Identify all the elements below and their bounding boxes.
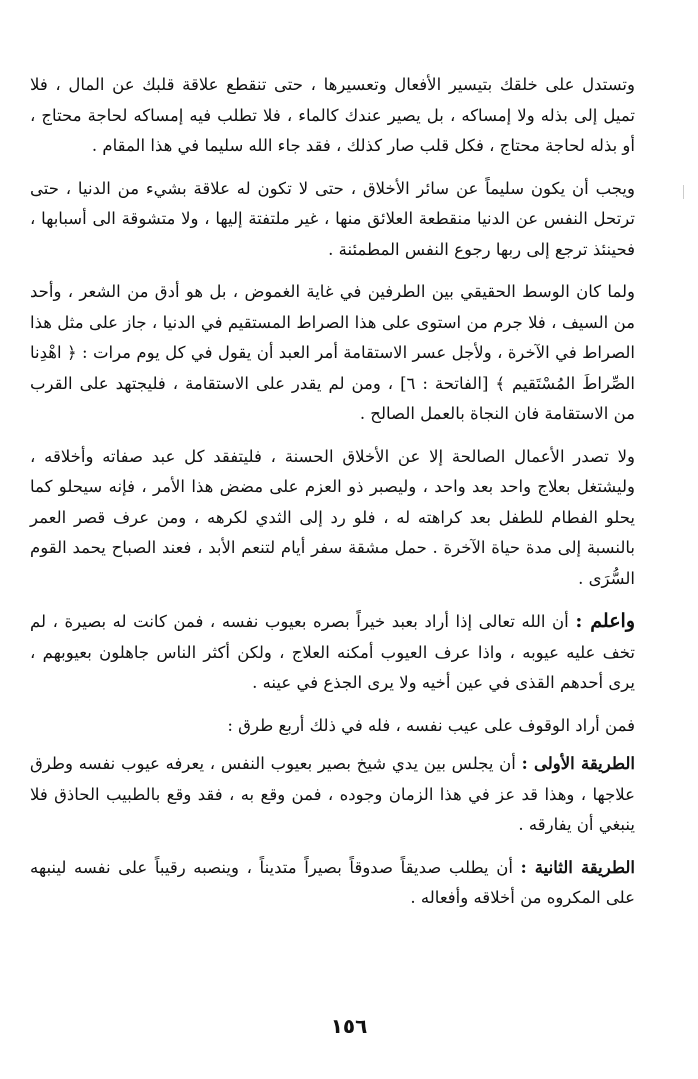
paragraph-1: [30, 70, 635, 162]
paragraph-5-lead: واعلم :: [575, 610, 636, 632]
paragraph-4-text: ولا تصدر الأعمال الصالحة إلا عن الأخلاق الحسنة ، فليتفقد كل عبد صفاته وأخلاقه ، وليشتغل بعلاج واحد بعد واحد ، وليصبر ذو العزم على مضض هذا الأمر ، فإنه سيحلو كما يحلو الفطام للطفل بعد كراهته له ، فلو رد إلى الثدي لكرهه ، ومن عرف قصر العمر بالنسبة إلى مدة حياة الآخرة . حمل مشقة سفر أيام لتنعم الأبد ، فعند الصباح يحمد القوم السُّرَى .: [30, 446, 635, 588]
paragraph-2: [30, 174, 635, 266]
page-number: ١٥٦: [330, 1014, 368, 1038]
paragraph-4: [30, 442, 635, 595]
paragraph-5: [30, 606, 635, 699]
paragraph-8-text: أن يطلب صديقاً صدوقاً بصيراً متديناً ، وينصبه رقيباً على نفسه لينبهه على المكروه من أخلاقه وأفعاله .: [30, 857, 635, 907]
paragraph-3: [30, 277, 635, 430]
paragraph-8-lead: الطريقة الثانية :: [520, 857, 635, 877]
paragraph-1-text: وتستدل على خلقك بتيسير الأفعال وتعسيرها ، حتى تنقطع علاقة قلبك عن المال ، فلا تميل إلى بذله ولا إمساكه ، بل يصير عندك كالماء ، فلا تطلب فيه إمساكه لحاجة محتاج ، أو بذله لحاجة محتاج ، فكل قلب صار كذلك ، فقد جاء الله سليما في هذا المقام .: [30, 75, 635, 155]
paragraph-7-text: أن يجلس بين يدي شيخ بصير بعيوب النفس ، يعرفه عيوب نفسه وطرق علاجها ، وهذا قد عز في هذا الزمان وجوده ، فمن وقع به ، فقد وقع بالطبيب الحاذق فلا ينبغي أن يفارقه .: [30, 754, 635, 834]
paragraph-6-text: فمن أراد الوقوف على عيب نفسه ، فله في ذلك أربع طرق :: [227, 715, 635, 735]
paragraph-7: [30, 749, 635, 841]
page-edge-mark: [683, 185, 688, 199]
paragraph-2-text: ويجب أن يكون سليماً عن سائر الأخلاق ، حتى لا تكون له علاقة بشيء من الدنيا ، حتى ترتحل النفس عن الدنيا منقطعة العلائق منها ، غير ملتفتة إليها ، ولا متشوقة الى أسبابها ، فحينئذ ترجع إلى ربها رجوع النفس المطمئنة .: [30, 178, 635, 259]
page-body: [30, 70, 635, 926]
paragraph-7-lead: الطريقة الأولى :: [521, 754, 636, 773]
paragraph-6: [30, 711, 635, 742]
paragraph-5-text: أن الله تعالى إذا أراد بعبد خيراً بصره بعيوب نفسه ، فمن كانت له بصيرة ، لم تخف عليه عيوبه ، واذا عرف العيوب أمكنه العلاج ، ولكن أكثر الناس جاهلون بعيوبهم ، يرى أحدهم القذى في عين أخيه ولا يرى الجذع في عينه .: [30, 612, 635, 692]
paragraph-8: [30, 853, 635, 914]
paragraph-3-text: ولما كان الوسط الحقيقي بين الطرفين في غاية الغموض ، بل هو أدق من الشعر ، وأحد من السيف ، فلا جرم من استوى على هذا الصراط المستقيم في الدنيا ، جاز على مثل هذا الصراط في الآخرة ، ولأجل عسر الاستقامة أمر العبد أن يقول في كل يوم مرات : ﴿ اهْدِنا الصِّراطَ المُسْتَقيم ﴾ [الفاتحة : ٦] ، ومن لم يقدر على الاستقامة ، فليجتهد على القرب من الاستقامة فان النجاة بالعمل الصالح .: [30, 282, 635, 423]
